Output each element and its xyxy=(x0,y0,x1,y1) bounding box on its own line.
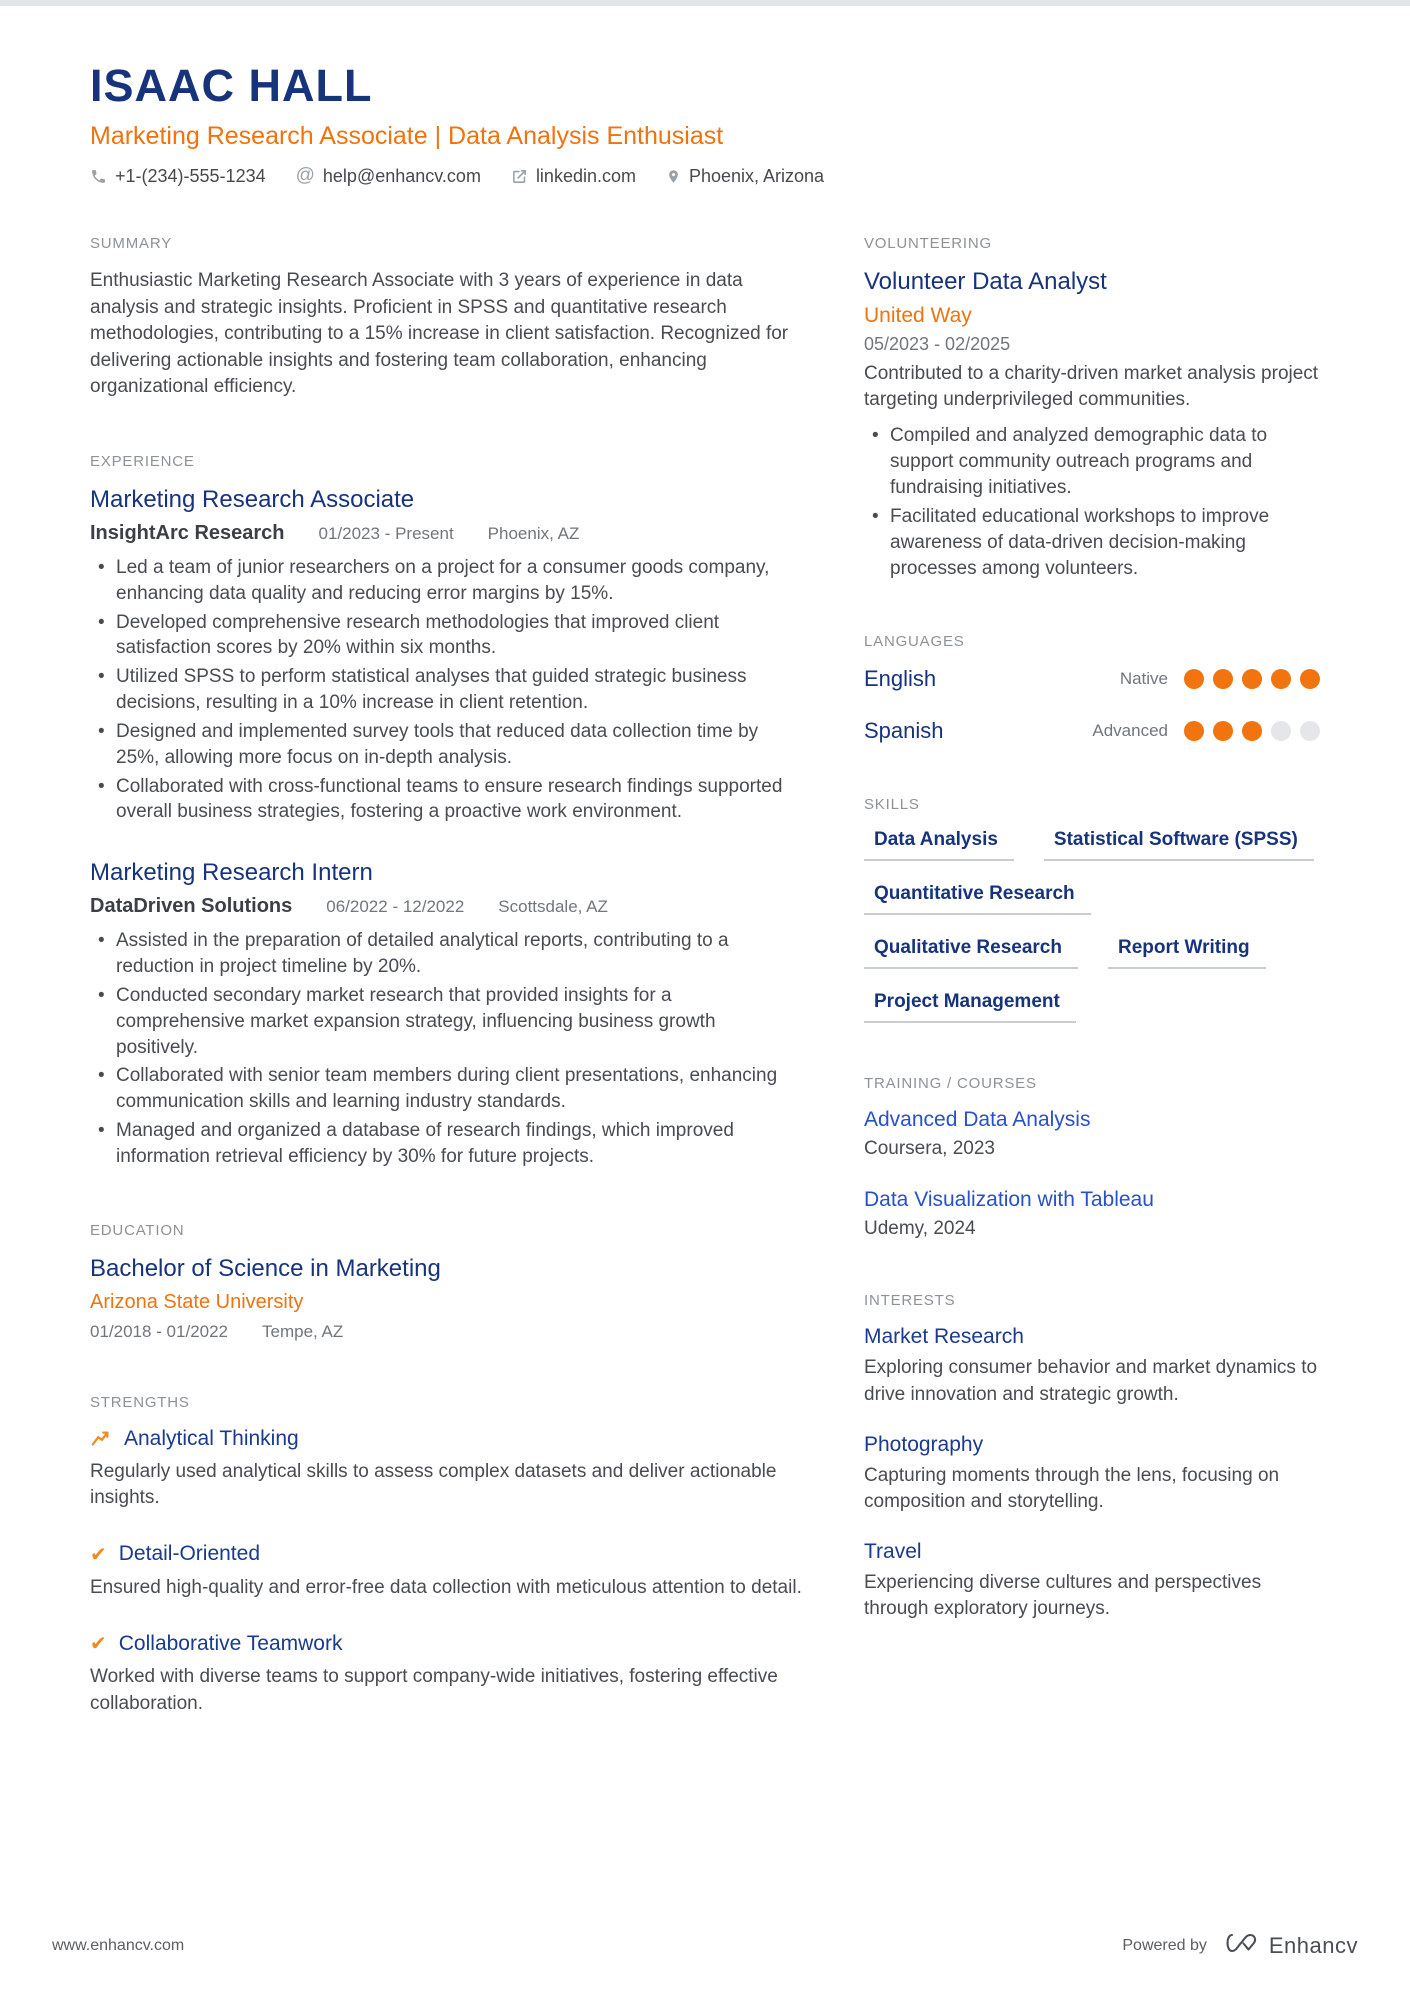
education-dates: 01/2018 - 01/2022 xyxy=(90,1321,229,1341)
volunteering-section xyxy=(864,235,1320,581)
job-meta-row xyxy=(90,522,802,545)
phone-number: +1-(234)-555-1234 xyxy=(115,165,266,186)
strength-item xyxy=(90,1542,802,1602)
strength-text: Worked with diverse teams to support company-wide initiatives, fostering effective collaboration. xyxy=(90,1666,778,1715)
language-proficiency-dots xyxy=(1184,669,1320,689)
language-level: Native xyxy=(1119,669,1168,689)
proficiency-dot-filled xyxy=(1300,669,1320,689)
proficiency-dot-filled xyxy=(1184,669,1204,689)
job-bullet: • Designed and implemented survey tools that reduced data collection time by 25%, allowing more focus on in-depth analysis. xyxy=(90,719,802,771)
skill-tag: Qualitative Research xyxy=(864,937,1078,969)
job-bullet: • Developed comprehensive research methodologies that improved client satisfaction scores by 20% within six months. xyxy=(90,610,802,662)
job-bullet-list xyxy=(90,555,802,825)
strength-text: Ensured high-quality and error-free data collection with meticulous attention to detail. xyxy=(90,1576,802,1598)
degree-title: Bachelor of Science in Marketing xyxy=(90,1254,441,1282)
enhancv-brand-name: Enhancv xyxy=(1268,1932,1358,1958)
strength-title: Analytical Thinking xyxy=(124,1426,299,1450)
linkedin-url[interactable]: linkedin.com xyxy=(535,165,636,186)
skill-tag: Statistical Software (SPSS) xyxy=(1044,829,1314,861)
job-dates: 01/2023 - Present xyxy=(318,523,454,543)
skill-tag: Project Management xyxy=(864,991,1076,1023)
course-provider: Coursera, 2023 xyxy=(864,1138,995,1160)
right-column xyxy=(864,235,1320,1770)
phone-contact xyxy=(90,166,266,187)
language-proficiency-dots xyxy=(1184,721,1320,741)
education-location: Tempe, AZ xyxy=(262,1321,344,1341)
location-contact xyxy=(666,166,824,187)
contact-row xyxy=(90,165,1320,187)
course-item xyxy=(864,1108,1320,1160)
summary-section xyxy=(90,235,802,401)
left-column xyxy=(90,235,802,1770)
job-title: Marketing Research Associate xyxy=(90,485,415,513)
skill-tag: Data Analysis xyxy=(864,829,1014,861)
volunteering-label: VOLUNTEERING xyxy=(864,235,992,252)
interest-title: Market Research xyxy=(864,1325,1024,1349)
proficiency-dot-filled xyxy=(1242,721,1262,741)
location-text: Phoenix, Arizona xyxy=(688,165,825,186)
volunteer-dates: 05/2023 - 02/2025 xyxy=(864,334,1011,354)
course-title: Advanced Data Analysis xyxy=(864,1108,1091,1132)
volunteer-bullet: • Facilitated educational workshops to improve awareness of data-driven decision-making processes among volunteers. xyxy=(864,504,1320,581)
volunteer-org: United Way xyxy=(864,304,972,327)
training-section xyxy=(864,1075,1320,1240)
job-location: Scottsdale, AZ xyxy=(498,897,608,917)
candidate-name: ISAAC HALL xyxy=(90,60,373,111)
language-name: Spanish xyxy=(864,718,944,744)
job-entry xyxy=(90,486,802,825)
powered-by xyxy=(1122,1930,1358,1961)
training-label: TRAINING / COURSES xyxy=(864,1075,1037,1093)
job-bullet-list xyxy=(90,928,802,1169)
job-bullet: • Conducted secondary market research that provided insights for a comprehensive market expansion strategy, influencing business growth positively. xyxy=(90,983,802,1060)
strengths-label: STRENGTHS xyxy=(90,1393,190,1411)
resume-header xyxy=(90,60,1320,187)
trend-arrow-icon xyxy=(90,1429,112,1449)
strength-text: Regularly used analytical skills to assess complex datasets and deliver actionable insights. xyxy=(90,1460,777,1509)
proficiency-dot-filled xyxy=(1213,721,1233,741)
volunteer-description: Contributed to a charity-driven market analysis project targeting underprivileged communities. xyxy=(864,363,1319,411)
skills-section xyxy=(864,796,1320,1023)
proficiency-dot-empty xyxy=(1300,721,1320,741)
language-row xyxy=(864,718,1320,744)
school-name: Arizona State University xyxy=(90,1290,304,1313)
footer-site-link[interactable]: www.enhancv.com xyxy=(52,1936,185,1954)
job-company: InsightArc Research xyxy=(90,521,285,544)
proficiency-dot-empty xyxy=(1271,721,1291,741)
interest-text: Capturing moments through the lens, focusing on composition and storytelling. xyxy=(864,1464,1280,1513)
job-meta-row xyxy=(90,895,802,918)
linkedin-contact[interactable] xyxy=(511,166,636,187)
course-provider: Udemy, 2024 xyxy=(864,1218,976,1240)
languages-section xyxy=(864,633,1320,744)
summary-label: SUMMARY xyxy=(90,235,172,252)
interest-title: Travel xyxy=(864,1539,922,1563)
interests-label: INTERESTS xyxy=(864,1292,956,1310)
volunteer-bullet-list xyxy=(864,423,1320,581)
volunteer-role: Volunteer Data Analyst xyxy=(864,268,1107,295)
candidate-headline: Marketing Research Associate | Data Analysis Enthusiast xyxy=(90,122,724,150)
job-bullet: • Collaborated with senior team members during client presentations, enhancing communication skills and learning industry standards. xyxy=(90,1063,802,1115)
skills-label: SKILLS xyxy=(864,796,920,814)
experience-section xyxy=(90,453,802,1170)
interest-item xyxy=(864,1540,1320,1623)
enhancv-logo-icon xyxy=(1221,1930,1261,1961)
email-address[interactable]: help@enhancv.com xyxy=(322,165,481,186)
strength-item xyxy=(90,1427,802,1512)
strength-item xyxy=(90,1631,802,1717)
job-bullet: • Collaborated with cross-functional teams to ensure research findings supported overall business strategies, fostering a proactive work environment. xyxy=(90,774,802,826)
language-row xyxy=(864,666,1320,692)
job-bullet: • Managed and organized a database of research findings, which improved information retrieval efficiency by 30% for future projects. xyxy=(90,1118,802,1170)
course-title: Data Visualization with Tableau xyxy=(864,1188,1154,1212)
proficiency-dot-filled xyxy=(1271,669,1291,689)
proficiency-dot-filled xyxy=(1184,721,1204,741)
volunteer-bullet: • Compiled and analyzed demographic data to support community outreach programs and fundraising initiatives. xyxy=(864,423,1320,500)
page-footer xyxy=(52,1930,1358,1961)
job-title: Marketing Research Intern xyxy=(90,859,373,887)
education-label: EDUCATION xyxy=(90,1221,185,1239)
language-name: English xyxy=(864,666,937,692)
experience-label: EXPERIENCE xyxy=(90,452,195,470)
language-level: Advanced xyxy=(1092,721,1168,741)
languages-label: LANGUAGES xyxy=(864,633,965,651)
check-icon: ✔ xyxy=(90,1543,107,1566)
proficiency-dot-filled xyxy=(1242,669,1262,689)
job-entry xyxy=(90,859,802,1169)
strength-title: Detail-Oriented xyxy=(118,1542,260,1566)
interest-text: Experiencing diverse cultures and perspectives through exploratory journeys. xyxy=(864,1571,1262,1620)
job-bullet: • Led a team of junior researchers on a project for a consumer goods company, enhancing data quality and reducing error margins by 15%. xyxy=(90,555,802,607)
job-dates: 06/2022 - 12/2022 xyxy=(326,897,465,917)
strengths-section xyxy=(90,1394,802,1718)
proficiency-dot-filled xyxy=(1213,669,1233,689)
enhancv-brand[interactable] xyxy=(1221,1930,1358,1961)
job-location: Phoenix, AZ xyxy=(487,523,580,543)
interest-text: Exploring consumer behavior and market dynamics to drive innovation and strategic growth. xyxy=(864,1357,1318,1405)
page-top-edge xyxy=(0,0,1410,6)
summary-text: Enthusiastic Marketing Research Associate with 3 years of experience in data analysis and strategic insights. Proficient in SPSS and quantitative research methodologies, contributing to a 15% increase in client satisfaction. Recognized for delivering actionable insights and fostering team collaboration, enhancing organizational efficiency. xyxy=(90,270,789,398)
interests-section xyxy=(864,1292,1320,1623)
email-contact[interactable] xyxy=(296,165,481,187)
job-bullet: • Assisted in the preparation of detailed analytical reports, contributing to a reduction in project timeline by 20%. xyxy=(90,928,802,980)
powered-by-label: Powered by xyxy=(1122,1936,1207,1954)
interest-title: Photography xyxy=(864,1432,984,1456)
interest-item xyxy=(864,1433,1320,1516)
education-meta-row xyxy=(90,1322,802,1342)
link-icon xyxy=(511,168,528,185)
skill-tag: Report Writing xyxy=(1108,937,1266,969)
strength-title: Collaborative Teamwork xyxy=(118,1631,343,1655)
check-icon: ✔ xyxy=(90,1633,107,1656)
at-icon: @ xyxy=(295,165,315,186)
pin-icon xyxy=(666,168,681,185)
job-company: DataDriven Solutions xyxy=(90,895,293,918)
education-section xyxy=(90,1222,802,1342)
skill-tag: Quantitative Research xyxy=(864,883,1091,915)
job-bullet: • Utilized SPSS to perform statistical analyses that guided strategic business decisions, resulting in a 10% increase in client retention. xyxy=(90,664,802,716)
phone-icon xyxy=(90,168,107,185)
interest-item xyxy=(864,1325,1320,1408)
course-item xyxy=(864,1188,1320,1240)
